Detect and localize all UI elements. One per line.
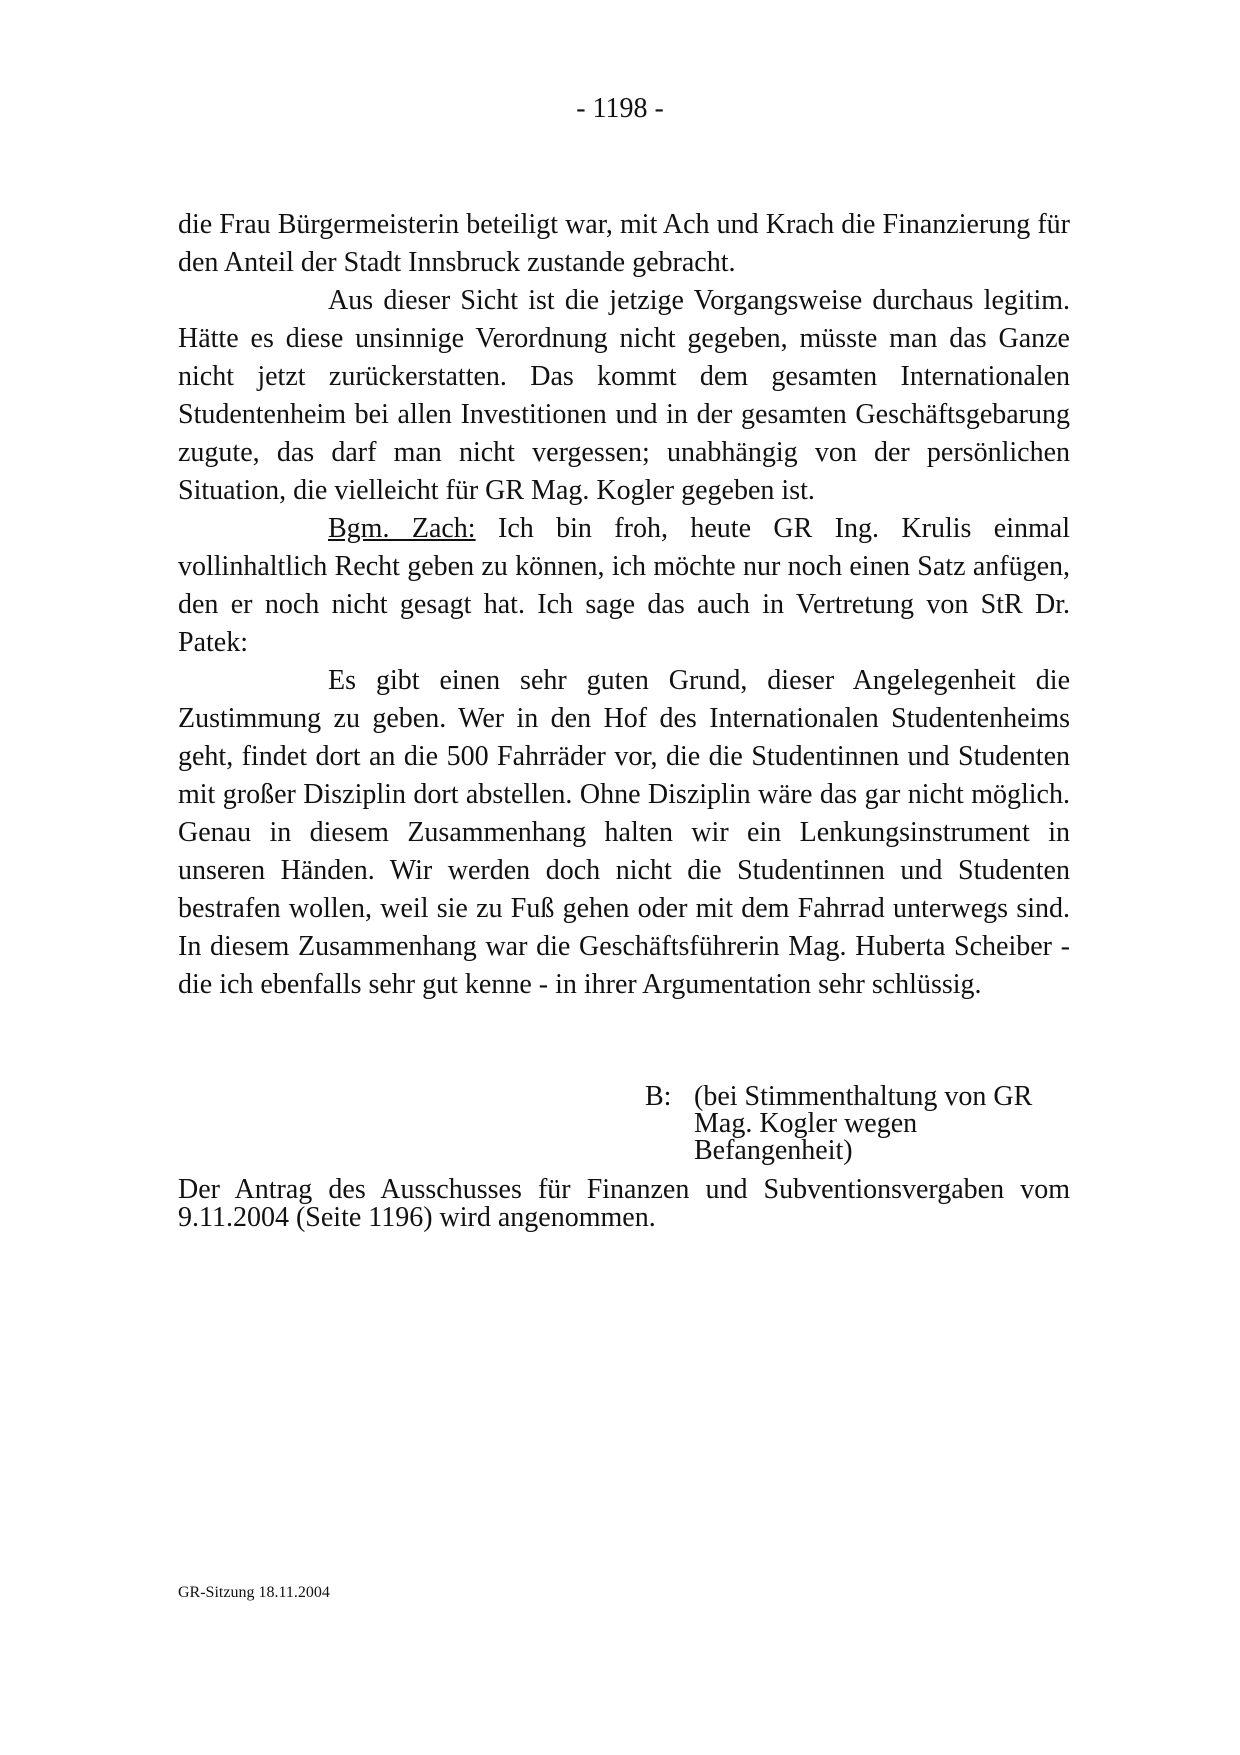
paragraph-speaker-statement [178,510,1070,662]
speaker-text: Ich bin froh, heute GR Ing. Krulis einmal vollinhaltlich Recht geben zu können, ich möchte nur noch einen Satz anfügen, den er noch nicht gesagt hat. Ich sage das auch in Vertretung von StR Dr. Patek: [178,513,1070,658]
paragraph-continuation: die Frau Bürgermeisterin beteiligt war, mit Ach und Krach die Finanzierung für den Anteil der Stadt Innsbruck zustande gebracht. [178,209,1070,278]
decision-label: B: [645,1081,672,1112]
speaker-name: Bgm. Zach: [328,513,476,544]
document-body [178,206,1070,1004]
decision-block [645,1083,1075,1164]
resolution-text: Der Antrag des Ausschusses für Finanzen und Subventionsvergaben vom 9.11.2004 (Seite 1196) wird angenommen. [178,1174,1070,1233]
decision-note: (bei Stimmenthaltung von GR Mag. Kogler wegen Befangenheit) [694,1081,1033,1166]
paragraph-reasoning: Es gibt einen sehr guten Grund, dieser Angelegenheit die Zustimmung zu geben. Wer in den Hof des Internationalen Studentenheims geht, findet dort an die 500 Fahrräder vor, die die Studentinnen und Studenten mit großer Disziplin dort abstellen. Ohne Disziplin wäre das gar nicht möglich. Genau in diesem Zusammenhang halten wir ein Lenkungsinstrument in unseren Händen. Wir werden doch nicht die Studentinnen und Studenten bestrafen wollen, weil sie zu Fuß gehen oder mit dem Fahrrad unterwegs sind. In diesem Zusammenhang war die Geschäftsführerin Mag. Huberta Scheiber - die ich ebenfalls sehr gut kenne - in ihrer Argumentation sehr schlüssig. [178,665,1070,1000]
footer-session-date: GR-Sitzung 18.11.2004 [178,1584,330,1601]
paragraph-argument: Aus dieser Sicht ist die jetzige Vorgangsweise durchaus legitim. Hätte es diese unsinnige Verordnung nicht gegeben, müsste man das Ganze nicht jetzt zurückerstatten. Das kommt dem gesamten Internationalen Studentenheim bei allen Investitionen und in der gesamten Geschäftsgebarung zugute, das darf man nicht vergessen; unabhängig von der persönlichen Situation, die vielleicht für GR Mag. Kogler gegeben ist. [178,285,1070,506]
page-number: - 1198 - [576,93,664,124]
